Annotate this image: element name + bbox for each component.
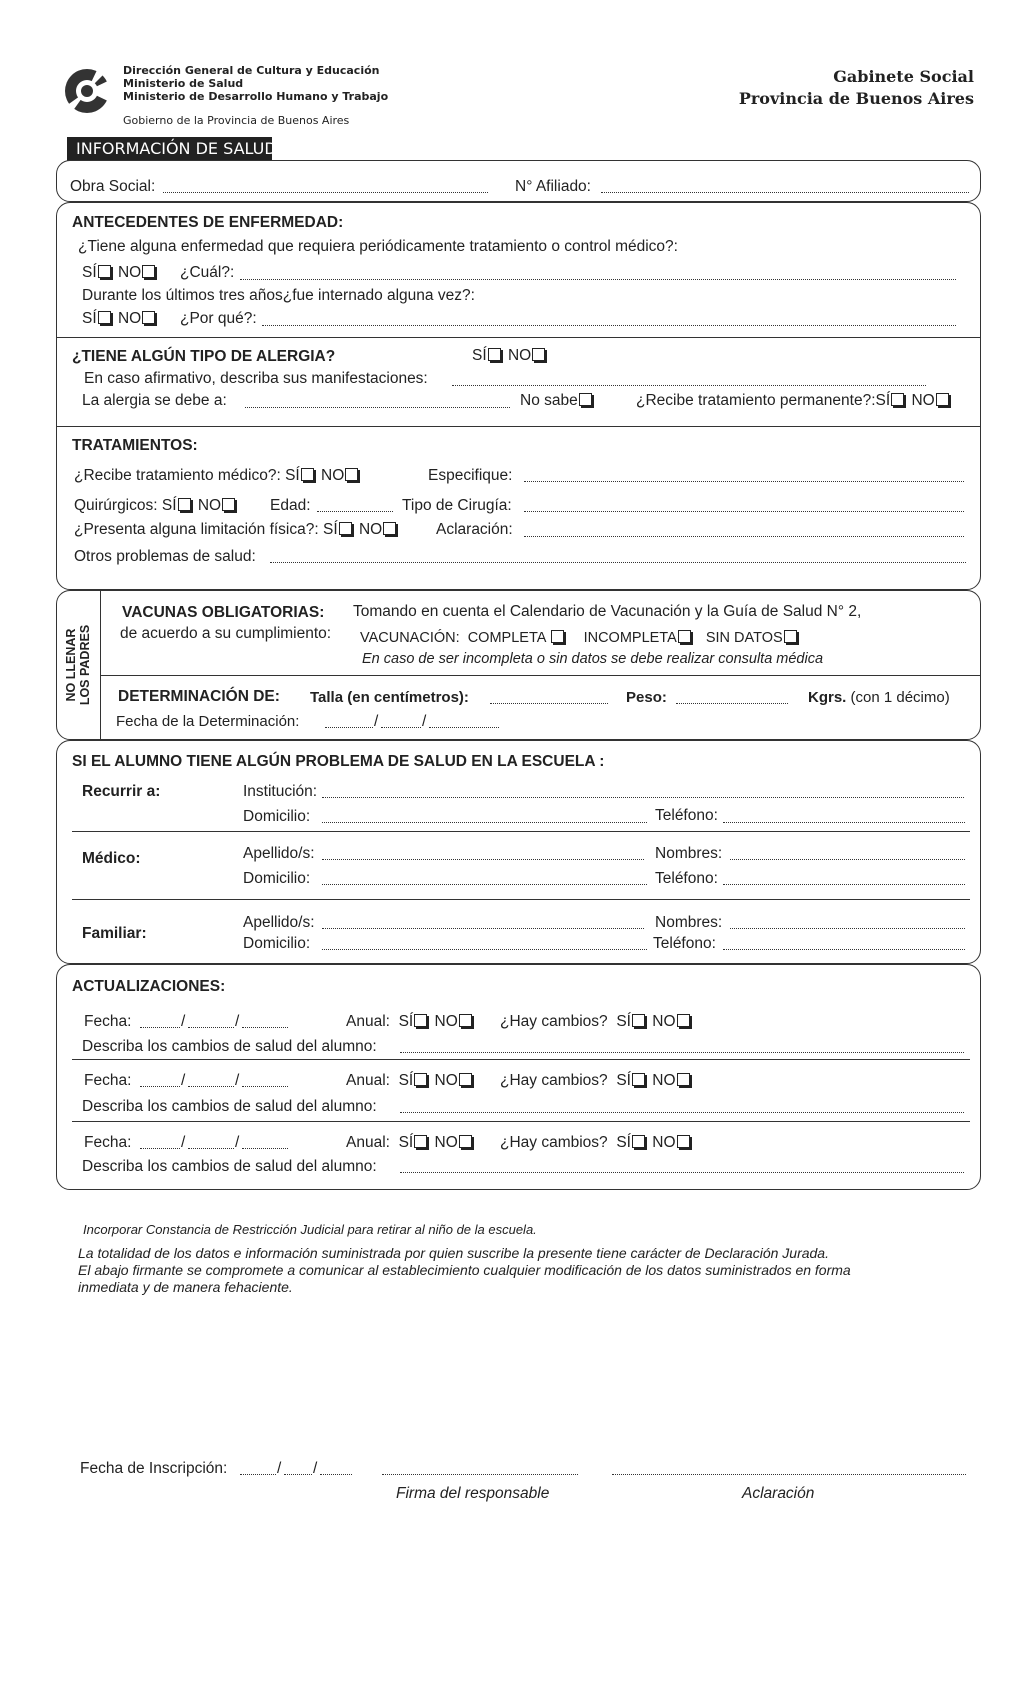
porque-field[interactable] [262, 325, 956, 326]
alergia-describa-field[interactable] [452, 385, 926, 386]
afiliado-label: N° Afiliado: [515, 178, 591, 195]
si-label: SÍ [616, 1013, 631, 1030]
completa-label: COMPLETA [467, 630, 547, 646]
si-label: SÍ [472, 347, 487, 364]
si-label: SÍ [616, 1072, 631, 1089]
inscripcion-year[interactable] [320, 1474, 352, 1475]
porque-label: ¿Por qué?: [180, 310, 257, 327]
actualizacion-2-describa-field[interactable] [400, 1112, 964, 1113]
aclaracion-firma-field[interactable] [612, 1474, 966, 1475]
date-slash: / [181, 1013, 186, 1030]
date-slash: / [235, 1013, 240, 1030]
divider [57, 337, 980, 338]
institucion-label: Institución: [243, 783, 318, 800]
date-slash: / [181, 1134, 186, 1151]
sindatos-checkbox[interactable] [784, 630, 797, 643]
aclaracion-field[interactable] [524, 536, 964, 537]
inscripcion-month[interactable] [284, 1474, 312, 1475]
anual-si-checkbox[interactable] [414, 1014, 427, 1027]
alergia-describa-label: En caso afirmativo, describa sus manifestaciones: [84, 370, 428, 387]
declaracion-line-1: La totalidad de los datos e información suministrada por quien suscribe la presente tiene carácter de Declaración Jurada. [78, 1245, 829, 1261]
describa-label: Describa los cambios de salud del alumno: [82, 1158, 377, 1175]
divider [72, 1121, 970, 1122]
fecha-determinacion-day[interactable] [325, 727, 373, 728]
si-label: SÍ [616, 1134, 631, 1151]
talla-field[interactable] [490, 703, 608, 704]
cambios-label: ¿Hay cambios? [500, 1072, 608, 1089]
no-label: NO [652, 1072, 676, 1089]
fecha-determinacion-year[interactable] [429, 727, 499, 728]
cambios-label: ¿Hay cambios? [500, 1013, 608, 1030]
alergia-debe-field[interactable] [245, 407, 510, 408]
recibe-label: ¿Recibe tratamiento médico?: SÍ [74, 467, 300, 484]
date-slash: / [277, 1460, 282, 1477]
actualizacion-2-year[interactable] [242, 1086, 288, 1087]
aclaracion-label: Aclaración: [436, 521, 513, 538]
date-slash: / [374, 713, 379, 730]
cambios-si-checkbox[interactable] [632, 1073, 645, 1086]
cumplimiento-label: de acuerdo a su cumplimiento: [120, 625, 332, 642]
actualizacion-2-month[interactable] [188, 1086, 234, 1087]
anual-no-checkbox[interactable] [459, 1073, 472, 1086]
tratamientos-title: TRATAMIENTOS: [72, 437, 198, 454]
actualizacion-3-describa-field[interactable] [400, 1172, 964, 1173]
decimo-label: (con 1 décimo) [850, 689, 950, 706]
no-label: NO [652, 1013, 676, 1030]
anual-si-checkbox[interactable] [414, 1135, 427, 1148]
inscripcion-day[interactable] [240, 1474, 276, 1475]
date-slash: / [422, 713, 427, 730]
declaracion-line-2: El abajo firmante se compromete a comunicar al establecimiento cualquier modificación de los datos suministrados en forma [78, 1262, 851, 1278]
org-line-1: Dirección General de Cultura y Educación [123, 64, 380, 77]
institucion-field[interactable] [322, 797, 964, 798]
gov-line: Gobierno de la Provincia de Buenos Aires [123, 114, 350, 127]
kgrs-label: Kgrs. [808, 689, 847, 706]
divider [72, 899, 970, 900]
tratamiento-permanente-label: ¿Recibe tratamiento permanente?:SÍ [636, 392, 891, 409]
no-label: NO [434, 1013, 458, 1030]
no-label: NO [434, 1072, 458, 1089]
especifique-label: Especifique: [428, 467, 513, 484]
no-label: NO [197, 497, 222, 514]
fecha-label: Fecha: [84, 1072, 132, 1089]
si-label: SÍ [82, 310, 97, 327]
quirurgicos-label: Quirúrgicos: SÍ [74, 497, 177, 514]
fecha-determinacion-month[interactable] [381, 727, 421, 728]
no-label: NO [117, 310, 142, 327]
no-checkbox[interactable] [142, 311, 155, 324]
nombres-label: Nombres: [655, 914, 723, 931]
domicilio-label: Domicilio: [243, 870, 311, 887]
alergia-no-checkbox[interactable] [532, 348, 545, 361]
familiar-nombres-field[interactable] [730, 928, 965, 929]
anual-no-checkbox[interactable] [459, 1014, 472, 1027]
date-slash: / [235, 1134, 240, 1151]
actualizacion-3-year[interactable] [242, 1148, 288, 1149]
cambios-no-checkbox[interactable] [677, 1073, 690, 1086]
tratamiento-no-checkbox[interactable] [936, 393, 949, 406]
no-label: NO [117, 264, 142, 281]
date-slash: / [313, 1460, 318, 1477]
telefono-label: Teléfono: [655, 807, 718, 824]
anual-label: Anual: [346, 1072, 390, 1089]
apellido-label: Apellido/s: [243, 914, 315, 931]
firma-label: Firma del responsable [396, 1485, 550, 1502]
medico-telefono-field[interactable] [723, 884, 965, 885]
medico-nombres-field[interactable] [730, 859, 965, 860]
tratamiento-si-checkbox[interactable] [891, 393, 904, 406]
org-line-2: Ministerio de Salud [123, 77, 244, 90]
vacunacion-label: VACUNACIÓN: [360, 630, 460, 646]
si-checkbox[interactable] [98, 265, 111, 278]
medico-apellido-field[interactable] [322, 859, 644, 860]
cambios-no-checkbox[interactable] [677, 1135, 690, 1148]
recurrir-domicilio-field[interactable] [322, 822, 647, 823]
actualizacion-1-year[interactable] [242, 1027, 288, 1028]
edad-field[interactable] [317, 511, 393, 512]
afiliado-field[interactable] [601, 192, 969, 193]
vacunas-nota: En caso de ser incompleta o sin datos se debe realizar consulta médica [362, 651, 824, 667]
telefono-label: Teléfono: [655, 870, 718, 887]
talla-label: Talla (en centímetros): [310, 689, 469, 706]
no-llenar-label: NO LLENAR LOS PADRES [64, 624, 92, 706]
fecha-label: Fecha: [84, 1013, 132, 1030]
actualizacion-3-day[interactable] [140, 1148, 180, 1149]
vacunas-intro: Tomando en cuenta el Calendario de Vacunación y la Guía de Salud N° 2, [353, 603, 862, 620]
fecha-inscripcion-label: Fecha de Inscripción: [80, 1460, 228, 1477]
cambios-si-checkbox[interactable] [632, 1014, 645, 1027]
actualizacion-3-month[interactable] [188, 1148, 234, 1149]
cambios-si-checkbox[interactable] [632, 1135, 645, 1148]
divider [72, 831, 970, 832]
especifique-field[interactable] [524, 481, 964, 482]
divider [57, 426, 980, 427]
nosabe-checkbox[interactable] [579, 393, 592, 406]
familiar-telefono-field[interactable] [723, 949, 965, 950]
cual-label: ¿Cuál?: [180, 264, 235, 281]
edad-label: Edad: [270, 497, 311, 514]
anual-si-checkbox[interactable] [414, 1073, 427, 1086]
telefono-label: Teléfono: [653, 935, 716, 952]
divider [72, 1059, 970, 1060]
vacunas-title: VACUNAS OBLIGATORIAS: [122, 604, 325, 621]
si-label: SÍ [398, 1013, 414, 1030]
actualizaciones-title: ACTUALIZACIONES: [72, 978, 226, 995]
antecedentes-title: ANTECEDENTES DE ENFERMEDAD: [72, 214, 344, 231]
government-logo [62, 66, 112, 116]
date-slash: / [181, 1072, 186, 1089]
recibe-si-checkbox[interactable] [301, 468, 314, 481]
determinacion-title: DETERMINACIÓN DE: [118, 688, 280, 705]
no-label: NO [652, 1134, 676, 1151]
familiar-label: Familiar: [82, 925, 147, 942]
actualizacion-2-day[interactable] [140, 1086, 180, 1087]
peso-label: Peso: [626, 689, 667, 706]
incompleta-label: INCOMPLETA [583, 630, 677, 646]
medico-label: Médico: [82, 850, 141, 867]
antecedentes-q1: ¿Tiene alguna enfermedad que requiera periódicamente tratamiento o control médico?: [78, 238, 678, 255]
anual-label: Anual: [346, 1013, 390, 1030]
antecedentes-q2: Durante los últimos tres años¿fue internado alguna vez?: [82, 287, 475, 304]
limitacion-si-checkbox[interactable] [339, 522, 352, 535]
otros-label: Otros problemas de salud: [74, 548, 256, 565]
si-label: SÍ [82, 264, 97, 281]
right-title-2: Provincia de Buenos Aires [738, 89, 974, 108]
domicilio-label: Domicilio: [243, 935, 311, 952]
medico-domicilio-field[interactable] [322, 884, 647, 885]
no-label: NO [358, 521, 383, 538]
familiar-apellido-field[interactable] [322, 928, 644, 929]
alergia-debe-label: La alergia se debe a: [82, 392, 227, 409]
otros-field[interactable] [270, 562, 966, 563]
problema-title: SI EL ALUMNO TIENE ALGÚN PROBLEMA DE SALUD EN LA ESCUELA : [72, 753, 605, 770]
actualizacion-1-month[interactable] [188, 1027, 234, 1028]
familiar-domicilio-field[interactable] [322, 949, 647, 950]
no-label: NO [321, 467, 345, 484]
section-title: INFORMACIÓN DE SALUD [76, 139, 277, 158]
divider [101, 675, 980, 676]
declaracion-line-3: inmediata y de manera fehaciente. [78, 1279, 293, 1295]
quirurgicos-si-checkbox[interactable] [178, 498, 191, 511]
date-slash: / [235, 1072, 240, 1089]
sindatos-label: SIN DATOS [705, 630, 783, 646]
side-divider [100, 591, 101, 739]
actualizacion-1-day[interactable] [140, 1027, 180, 1028]
cual-field[interactable] [240, 279, 956, 280]
aclaracion-firma-label: Aclaración [742, 1485, 815, 1502]
constancia-note: Incorporar Constancia de Restricción Judicial para retirar al niño de la escuela. [83, 1222, 537, 1237]
tipo-cirugia-label: Tipo de Cirugía: [402, 497, 512, 514]
tipo-cirugia-field[interactable] [524, 511, 964, 512]
si-label: SÍ [398, 1072, 414, 1089]
limitacion-no-checkbox[interactable] [383, 522, 396, 535]
right-title-1: Gabinete Social [833, 67, 974, 86]
alergia-title: ¿TIENE ALGÚN TIPO DE ALERGIA? [72, 348, 336, 365]
no-label: NO [434, 1134, 458, 1151]
cambios-label: ¿Hay cambios? [500, 1134, 608, 1151]
quirurgicos-no-checkbox[interactable] [222, 498, 235, 511]
obra-social-field[interactable] [163, 192, 488, 193]
anual-no-checkbox[interactable] [459, 1135, 472, 1148]
nosabe-label: No sabe [520, 392, 578, 409]
incompleta-checkbox[interactable] [678, 630, 691, 643]
firma-field[interactable] [382, 1474, 578, 1475]
domicilio-label: Domicilio: [243, 808, 311, 825]
no-label: NO [507, 347, 532, 364]
org-line-3: Ministerio de Desarrollo Humano y Trabajo [123, 90, 389, 103]
describa-label: Describa los cambios de salud del alumno: [82, 1038, 377, 1055]
completa-checkbox[interactable] [551, 630, 564, 643]
recurrir-label: Recurrir a: [82, 783, 161, 800]
describa-label: Describa los cambios de salud del alumno: [82, 1098, 377, 1115]
peso-field[interactable] [676, 703, 788, 704]
fecha-label: Fecha: [84, 1134, 132, 1151]
actualizacion-1-describa-field[interactable] [400, 1052, 964, 1053]
anual-label: Anual: [346, 1134, 390, 1151]
fecha-determinacion-label: Fecha de la Determinación: [116, 713, 300, 730]
no-label: NO [911, 392, 935, 409]
si-checkbox[interactable] [98, 311, 111, 324]
obra-social-label: Obra Social: [70, 178, 156, 195]
si-label: SÍ [398, 1134, 414, 1151]
limitacion-label: ¿Presenta alguna limitación física?: SÍ [74, 521, 338, 538]
cambios-no-checkbox[interactable] [677, 1014, 690, 1027]
recurrir-telefono-field[interactable] [723, 822, 965, 823]
alergia-si-checkbox[interactable] [488, 348, 501, 361]
problema-box [56, 740, 981, 964]
no-checkbox[interactable] [142, 265, 155, 278]
apellido-label: Apellido/s: [243, 845, 315, 862]
recibe-no-checkbox[interactable] [345, 468, 358, 481]
nombres-label: Nombres: [655, 845, 723, 862]
